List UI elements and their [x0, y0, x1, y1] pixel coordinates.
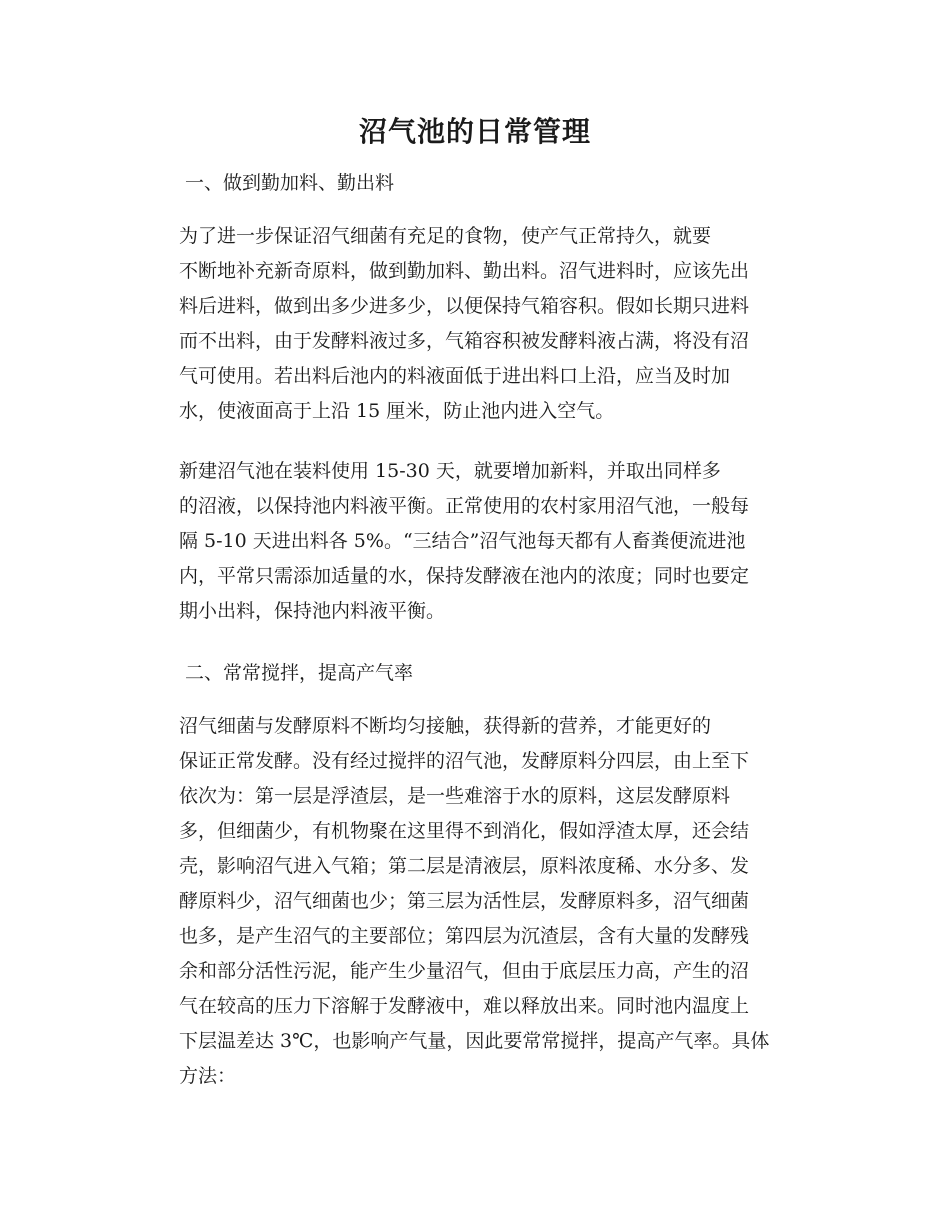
paragraph-line: 方法：	[179, 1065, 237, 1087]
paragraph-line: 下层温差达 3℃，也影响产气量，因此要常常搅拌，提高产气率。具体	[179, 1030, 770, 1052]
paragraph-line: 料后进料，做到出多少进多少，以便保持气箱容积。假如长期只进料	[179, 295, 750, 317]
paragraph-line: 水，使液面高于上沿 15 厘米，防止池内进入空气。	[179, 400, 615, 422]
section-heading-1: 一、做到勤加料、勤出料	[185, 172, 395, 194]
paragraph-line: 依次为：第一层是浮渣层，是一些难溶于水的原料，这层发酵原料	[179, 785, 731, 807]
paragraph-line: 多，但细菌少，有机物聚在这里得不到消化，假如浮渣太厚，还会结	[179, 820, 750, 842]
paragraph-line: 内，平常只需添加适量的水，保持发酵液在池内的浓度；同时也要定	[179, 565, 750, 587]
paragraph-1	[141, 219, 809, 429]
paragraph-3	[141, 709, 809, 1094]
paragraph-line: 沼气细菌与发酵原料不断均匀接触，获得新的营养，才能更好的	[179, 715, 712, 737]
paragraph-line: 气可使用。若出料后池内的料液面低于进出料口上沿，应当及时加	[179, 365, 731, 387]
paragraph-line: 不断地补充新奇原料，做到勤加料、勤出料。沼气进料时，应该先出	[179, 260, 750, 282]
paragraph-line: 新建沼气池在装料使用 15-30 天，就要增加新料，并取出同样多	[179, 460, 721, 482]
paragraph-line: 为了进一步保证沼气细菌有充足的食物，使产气正常持久，就要	[179, 225, 712, 247]
paragraph-line: 酵原料少，沼气细菌也少；第三层为活性层，发酵原料多，沼气细菌	[179, 890, 750, 912]
document-title: 沼气池的日常管理	[358, 115, 591, 148]
paragraph-line: 隔 5-10 天进出料各 5%。“三结合”沼气池每天都有人畜粪便流进池	[179, 530, 746, 552]
paragraph-line: 余和部分活性污泥，能产生少量沼气，但由于底层压力高，产生的沼	[179, 960, 750, 982]
paragraph-line: 壳，影响沼气进入气箱；第二层是清液层，原料浓度稀、水分多、发	[179, 855, 750, 877]
paragraph-2	[141, 454, 809, 629]
paragraph-line: 保证正常发酵。没有经过搅拌的沼气池，发酵原料分四层，由上至下	[179, 750, 750, 772]
section-heading-2: 二、常常搅拌，提高产气率	[185, 662, 414, 684]
paragraph-line: 气在较高的压力下溶解于发酵液中，难以释放出来。同时池内温度上	[179, 995, 750, 1017]
paragraph-line: 也多，是产生沼气的主要部位；第四层为沉渣层，含有大量的发酵残	[179, 925, 750, 947]
paragraph-line: 期小出料，保持池内料液平衡。	[179, 600, 446, 622]
paragraph-line: 而不出料，由于发酵料液过多，气箱容积被发酵料液占满，将没有沼	[179, 330, 750, 352]
paragraph-line: 的沼液，以保持池内料液平衡。正常使用的农村家用沼气池，一般每	[179, 495, 750, 517]
